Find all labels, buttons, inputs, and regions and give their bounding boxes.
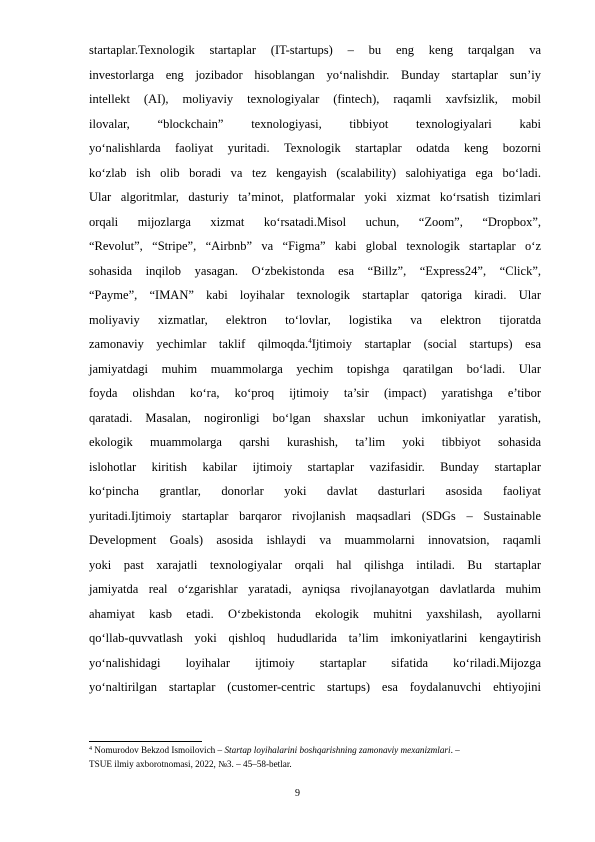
text-line: orqali mijozlarga xizmat ko‘rsatadi.Misol uchun, “Zoom”, “Dropbox”, (89, 214, 541, 229)
footnote-title: Startap loyihalarini boshqarishning zamonaviy mexanizmlari (224, 745, 451, 755)
text-line: sohasida inqilob yasagan. O‘zbekistonda esa “Billz”, “Express24”, “Click”, (89, 263, 541, 278)
footnote (89, 744, 541, 771)
text-line: intellekt (AI), moliyaviy texnologiyalar (fintech), raqamli xavfsizlik, mobil (89, 92, 541, 106)
text-line: jamiyatdagi muhim muammolarga yechim topishga qaratilgan bo‘ladi. Ular (89, 361, 541, 376)
text-line: qo‘llab-quvvatlash yoki qishloq hududlarida ta’lim imkoniyatlarini kengaytirish (89, 631, 541, 645)
text-line: ahamiyat kasb etadi. O‘zbekistonda ekologik muhitni yaxshilash, ayollarni (89, 606, 541, 621)
line-head: zamonaviy yechimlar taklif qilmoqda. (89, 337, 309, 351)
text-line: qaratadi. Masalan, nogironligi bo‘lgan shaxslar uchun imkoniyatlar yaratish, (89, 410, 541, 425)
text-line: startaplar.Texnologik startaplar (IT-startups) – bu eng keng tarqalgan va (89, 43, 541, 57)
footnote-line: TSUE ilmiy axborotnomasi, 2022, №3. – 45–58-betlar. (89, 758, 292, 769)
text-line: yoki past xarajatli texnologiyalar orqali hal qilishga intiladi. Bu startaplar (89, 557, 541, 572)
footnote-reference[interactable]: 4 (308, 337, 312, 345)
text-line: Development Goals) asosida ishlaydi va muammolarni innovatsion, raqamli (89, 533, 541, 547)
body-paragraph (89, 38, 541, 700)
text-line: “Payme”, “IMAN” kabi loyihalar texnologik startaplar qatoriga kiradi. Ular (89, 288, 541, 302)
footnote-marker: 4 (89, 746, 92, 752)
page-number: 9 (295, 788, 300, 799)
line-tail: Ijtimoiy startaplar (social startups) esa (311, 337, 541, 351)
text-line: ko‘pincha grantlar, donorlar yoki davlat dasturlari asosida faoliyat (89, 484, 541, 498)
text-line: yo‘nalishlarda faoliyat yuritadi. Texnologik startaplar odatda keng bozorni (89, 141, 541, 155)
footnote-divider (89, 741, 202, 742)
text-line: foyda olishdan ko‘ra, ko‘proq ijtimoiy ta’sir (impact) yaratishga e’tibor (89, 386, 541, 400)
text-line: islohotlar kiritish kabilar ijtimoiy startaplar vazifasidir. Bunday startaplar (89, 459, 541, 474)
footnote-line (89, 744, 541, 758)
text-line: moliyaviy xizmatlar, elektron to‘lovlar, logistika va elektron tijoratda (89, 312, 541, 327)
text-line: ekologik muammolarga qarshi kurashish, ta’lim yoki tibbiyot sohasida (89, 435, 541, 449)
text-line: yo‘naltirilgan startaplar (customer-centric startups) esa foydalanuvchi ehtiyojini (89, 680, 541, 694)
text-line: Ular algoritmlar, dasturiy ta’minot, platformalar yoki xizmat ko‘rsatish tizimlari (89, 190, 541, 204)
footnote-author: Nomurodov Bekzod Ismoilovich – (92, 745, 225, 755)
text-line: yuritadi.Ijtimoiy startaplar barqaror rivojlanish maqsadlari (SDGs – Sustainable (89, 508, 541, 523)
text-line: ilovalar, “blockchain” texnologiyasi, tibbiyot texnologiyalari kabi (89, 116, 541, 131)
text-line: ko‘zlab ish olib boradi va tez kengayish (scalability) salohiyatiga ega bo‘ladi. (89, 165, 541, 180)
text-line: investorlarga eng jozibador hisoblangan yo‘nalishdir. Bunday startaplar sun’iy (89, 67, 541, 82)
text-line-with-footnote (89, 332, 541, 357)
footnote-text: . – (450, 745, 460, 755)
text-line: “Revolut”, “Stripe”, “Airbnb” va “Figma” kabi global texnologik startaplar o‘z (89, 239, 541, 253)
text-line: yo‘nalishidagi loyihalar ijtimoiy startaplar sifatida ko‘riladi.Mijozga (89, 655, 541, 670)
text-line: jamiyatda real o‘zgarishlar yaratadi, ayniqsa rivojlanayotgan davlatlarda muhim (89, 582, 541, 596)
